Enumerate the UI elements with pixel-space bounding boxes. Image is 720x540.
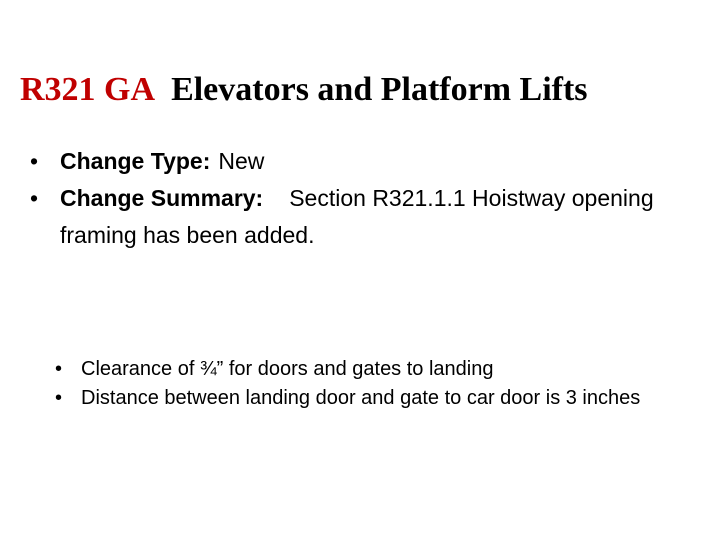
change-type-value: New — [218, 148, 265, 174]
bullet-change-type — [30, 143, 700, 180]
distance-text: Distance between landing door and gate to car door is 3 inches — [81, 387, 641, 409]
detail-bullet-distance — [55, 384, 655, 413]
bullet-icon: • — [30, 148, 39, 174]
change-type-label: Change Type: — [60, 148, 211, 174]
bullet-change-summary — [30, 180, 700, 254]
main-bullet-list — [30, 143, 700, 254]
bullet-icon: • — [55, 358, 63, 380]
change-summary-label: Change Summary: — [60, 185, 264, 211]
slide-title — [20, 70, 588, 110]
bullet-icon: • — [55, 387, 63, 409]
title-text: Elevators and Platform Lifts — [171, 71, 588, 108]
detail-bullet-clearance — [55, 355, 655, 384]
title-code: R321 GA — [20, 71, 156, 108]
change-summary-value: Section R321.1.1 Hoistway opening framing has been added. — [60, 185, 654, 248]
detail-bullet-list — [55, 355, 655, 413]
bullet-icon: • — [30, 185, 39, 211]
clearance-text: Clearance of ¾” for doors and gates to landing — [81, 358, 494, 380]
